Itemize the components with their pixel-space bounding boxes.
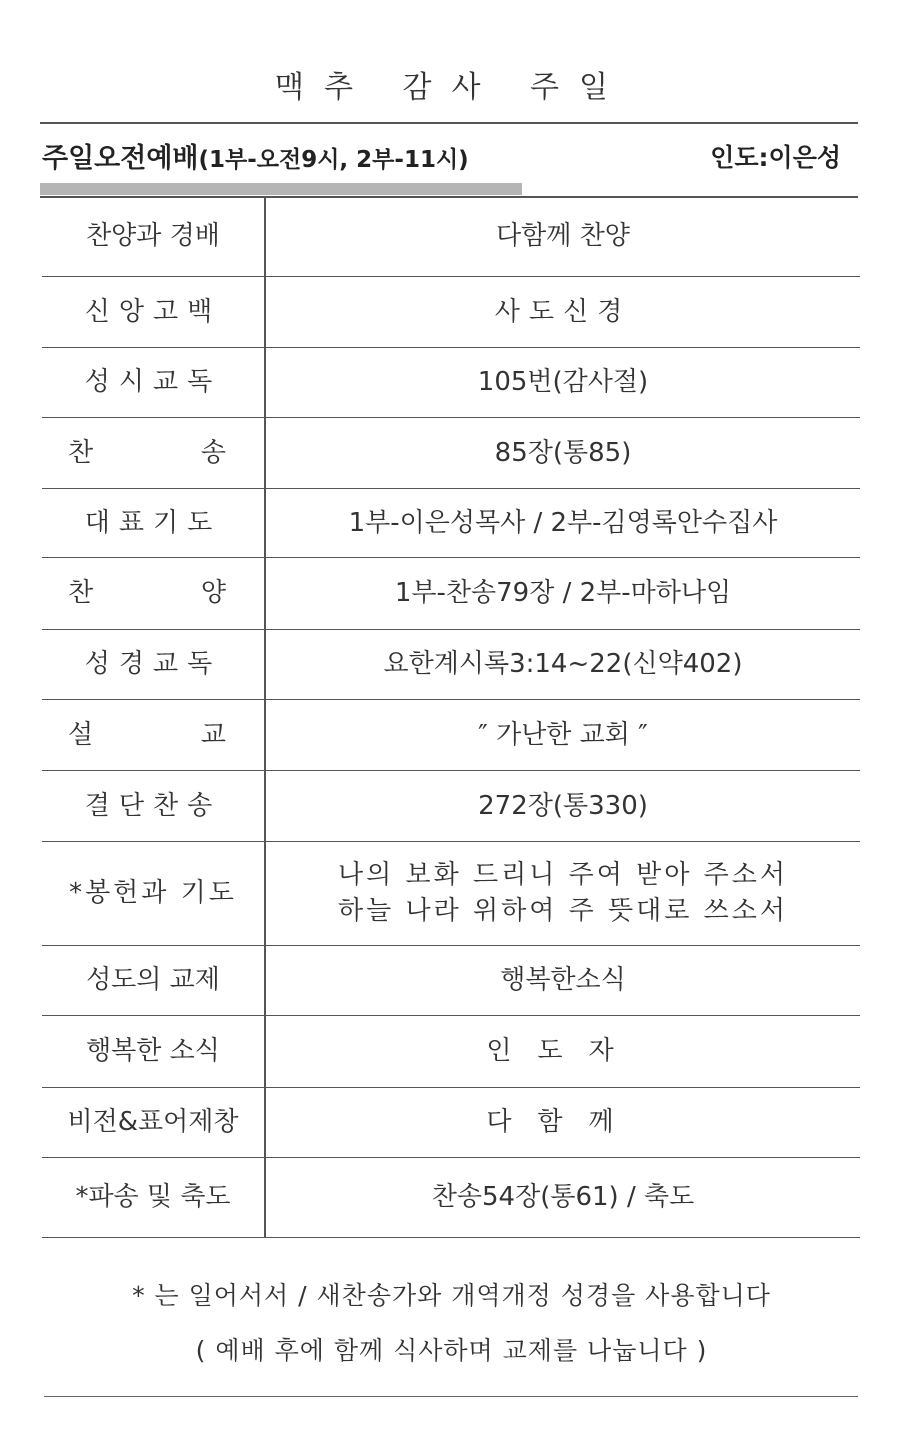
row-label: 결단찬송 bbox=[42, 770, 265, 841]
row-content: 사도신경 bbox=[265, 276, 860, 347]
row-content: 인도자 bbox=[265, 1015, 860, 1087]
table-row bbox=[42, 699, 860, 770]
row-content: 272장(통330) bbox=[265, 770, 860, 841]
row-content: 1부-찬송79장 / 2부-마하나임 bbox=[265, 557, 860, 629]
offering-line-1: 나의 보화 드리니 주여 받아 주소서 bbox=[338, 860, 788, 890]
note-standing: * 는 일어서서 / 새찬송가와 개역개정 성경을 사용합니다 bbox=[132, 1281, 771, 1310]
row-label: 성경교독 bbox=[42, 629, 265, 699]
table-row bbox=[42, 629, 860, 699]
row-content: 85장(통85) bbox=[265, 417, 860, 488]
service-title bbox=[42, 136, 469, 175]
top-divider bbox=[40, 122, 858, 124]
page-title: 맥추 감사 주일 bbox=[275, 70, 628, 105]
table-row bbox=[42, 557, 860, 629]
row-content: ″ 가난한 교회 ″ bbox=[265, 699, 860, 770]
row-content: 1부-이은성목사 / 2부-김영록안수집사 bbox=[265, 488, 860, 557]
service-title-main: 주일오전예배 bbox=[42, 143, 199, 174]
table-row bbox=[42, 1015, 860, 1087]
table-row bbox=[42, 841, 860, 945]
row-label: 성도의 교제 bbox=[42, 945, 265, 1015]
table-row bbox=[42, 945, 860, 1015]
table-row bbox=[42, 770, 860, 841]
service-leader: 인도:이은성 bbox=[710, 143, 841, 172]
row-label: 성시교독 bbox=[42, 347, 265, 417]
row-label: 신앙고백 bbox=[42, 276, 265, 347]
row-label: 찬 송 bbox=[42, 417, 265, 488]
row-content: 찬송54장(통61) / 축도 bbox=[265, 1157, 860, 1237]
row-label: 비전&표어제창 bbox=[42, 1087, 265, 1157]
table-row bbox=[42, 347, 860, 417]
offering-line-2: 하늘 나라 위하여 주 뜻대로 쓰소서 bbox=[338, 896, 788, 926]
table-row bbox=[42, 488, 860, 557]
table-row bbox=[42, 1157, 860, 1237]
row-content: 다함께 bbox=[265, 1087, 860, 1157]
row-label: *봉헌과 기도 bbox=[42, 841, 265, 945]
row-label: 행복한 소식 bbox=[42, 1015, 265, 1087]
row-content bbox=[265, 841, 860, 945]
row-label: *파송 및 축도 bbox=[42, 1157, 265, 1237]
row-content: 다함께 찬양 bbox=[265, 197, 860, 276]
table-row bbox=[42, 417, 860, 488]
bottom-divider bbox=[44, 1396, 858, 1397]
table-row bbox=[42, 197, 860, 276]
service-title-times: (1부-오전9시, 2부-11시) bbox=[198, 147, 469, 173]
table-row bbox=[42, 276, 860, 347]
note-meal: ( 예배 후에 함께 식사하며 교제를 나눕니다 ) bbox=[195, 1336, 708, 1365]
row-label: 대표기도 bbox=[42, 488, 265, 557]
row-content: 105번(감사절) bbox=[265, 347, 860, 417]
table-row bbox=[42, 1087, 860, 1157]
row-label: 설 교 bbox=[42, 699, 265, 770]
row-label: 찬양과 경배 bbox=[42, 197, 265, 276]
worship-order-table bbox=[42, 197, 860, 1238]
row-label: 찬 양 bbox=[42, 557, 265, 629]
header-shade-bar bbox=[40, 183, 522, 195]
row-content: 요한계시록3:14~22(신약402) bbox=[265, 629, 860, 699]
row-content: 행복한소식 bbox=[265, 945, 860, 1015]
